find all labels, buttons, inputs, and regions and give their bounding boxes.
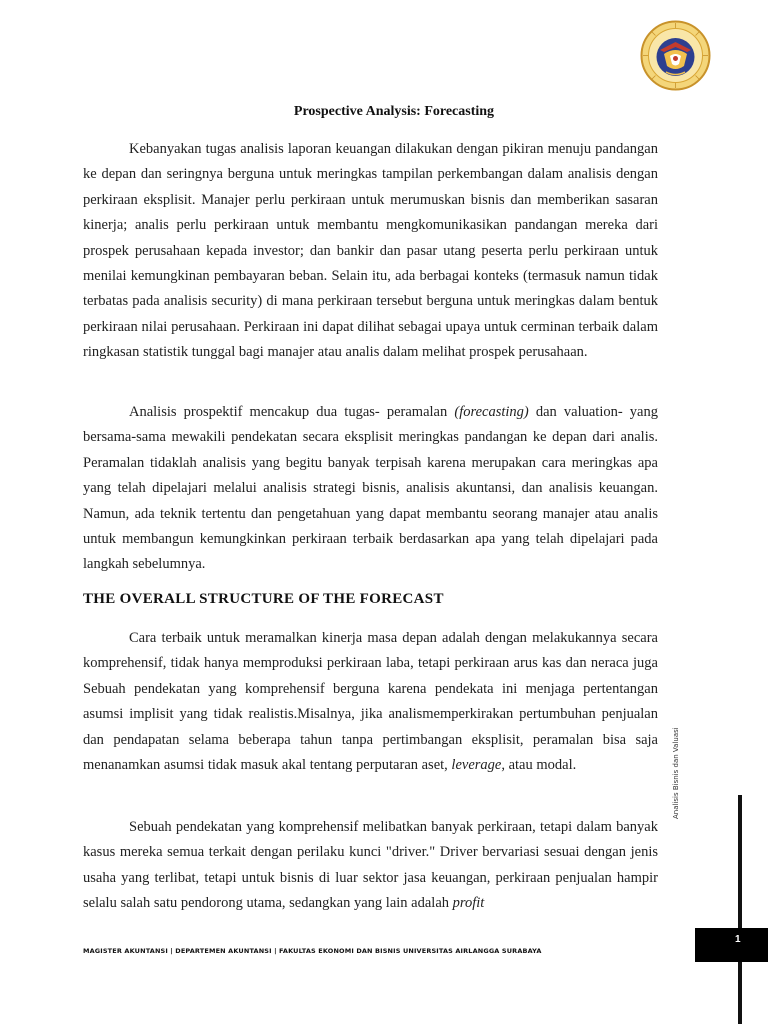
page-number: 1 bbox=[735, 934, 741, 945]
margin-rule bbox=[738, 795, 742, 1024]
paragraph-2-text-a: Analisis prospektif mencakup dua tugas- peramalan bbox=[129, 404, 455, 420]
footer-text: MAGISTER AKUNTANSI | DEPARTEMEN AKUNTANSI | FAKULTAS EKONOMI DAN BISNIS UNIVERSITAS AIRLANGGA SURABAYA bbox=[83, 947, 542, 955]
page-number-box bbox=[695, 928, 768, 962]
paragraph-2-italic: (forecasting) bbox=[454, 404, 529, 420]
paragraph-2 bbox=[83, 400, 658, 578]
paragraph-2-text-b: dan valuation- yang bersama-sama mewakili pendekatan secara eksplisit meringkas pandangan ke depan dari analis. Peramalan tidaklah analisis yang begitu banyak terpisah karena merupakan cara meringkas apa yang telah dipelajari melalui analisis strategi bisnis, analisis akuntansi, dan analisis keuangan. Namun, ada teknik tertentu dan pengetahuan yang dapat membantu seorang manajer atau analis untuk membangun kemungkinkan perkiraan terbaik berdasarkan apa yang telah dipelajari pada langkah sebelumnya. bbox=[83, 404, 658, 573]
paragraph-3 bbox=[83, 626, 658, 778]
paragraph-4-text: Sebuah pendekatan yang komprehensif melibatkan banyak perkiraan, tetapi dalam banyak kasus mereka semua terkait dengan perilaku kunci "driver." Driver bervariasi sesuai dengan jenis usaha yang terlibat, tetapi untuk bisnis di luar sektor jasa keuangan, perkiraan penjualan hampir selalu salah satu pendorong utama, sedangkan yang lain adalah bbox=[83, 819, 658, 912]
paragraph-3-italic: leverage, bbox=[451, 757, 505, 774]
paragraph-4-italic: profit bbox=[452, 895, 485, 912]
university-seal-icon bbox=[640, 20, 711, 91]
side-label-text: Analisis Bisnis dan Valuasi bbox=[672, 727, 680, 819]
paragraph-4 bbox=[83, 815, 658, 917]
section-heading: THE OVERALL STRUCTURE OF THE FORECAST bbox=[83, 591, 444, 607]
paragraph-3-text-b: atau modal. bbox=[504, 757, 577, 774]
paragraph-3-text-a: Cara terbaik untuk meramalkan kinerja masa depan adalah dengan melakukannya secara komprehensif, tidak hanya memproduksi perkiraan laba, tetapi perkiraan arus kas dan neraca juga Sebuah pendekatan yang komprehensif berguna karena pendekata ini menjaga pertentangan asumsi implisit yang tidak realistis.Misalnya, jika analismemperkirakan pertumbuhan penjualan dan pendapatan selama beberapa tahun tanpa pertimbangan eksplisit, peramalan bisa saja menanamkan asumsi tidak masuk akal tentang perputaran aset, bbox=[83, 630, 658, 774]
document-title: Prospective Analysis: Forecasting bbox=[293, 104, 495, 119]
paragraph-1: Kebanyakan tugas analisis laporan keuangan dilakukan dengan pikiran menuju pandangan ke depan dan seringnya berguna untuk meringkas tampilan perkembangan dalam analisis dengan perkiraan eksplisit. Manajer perlu perkiraan untuk merumuskan bisnis dan memberikan sasaran kinerja; analis perlu perkiraan untuk membantu mengkomunikasikan pandangan mereka dari prospek perusahaan kepada investor; dan bankir dan pasar utang peserta perlu perkiraan untuk menilai kemungkinan pembayaran beban. Selain itu, ada berbagai konteks (termasuk namun tidak terbatas pada analisis security) di mana perkiraan tersebut berguna untuk meringkas dalam bentuk perkiraan nilai perusahaan. Perkiraan ini dapat dilihat sebagai upaya untuk cerminan terbaik dalam ringkasan statistik tunggal bagi manajer atau analis dalam melihat prospek perusahaan. bbox=[83, 141, 658, 361]
